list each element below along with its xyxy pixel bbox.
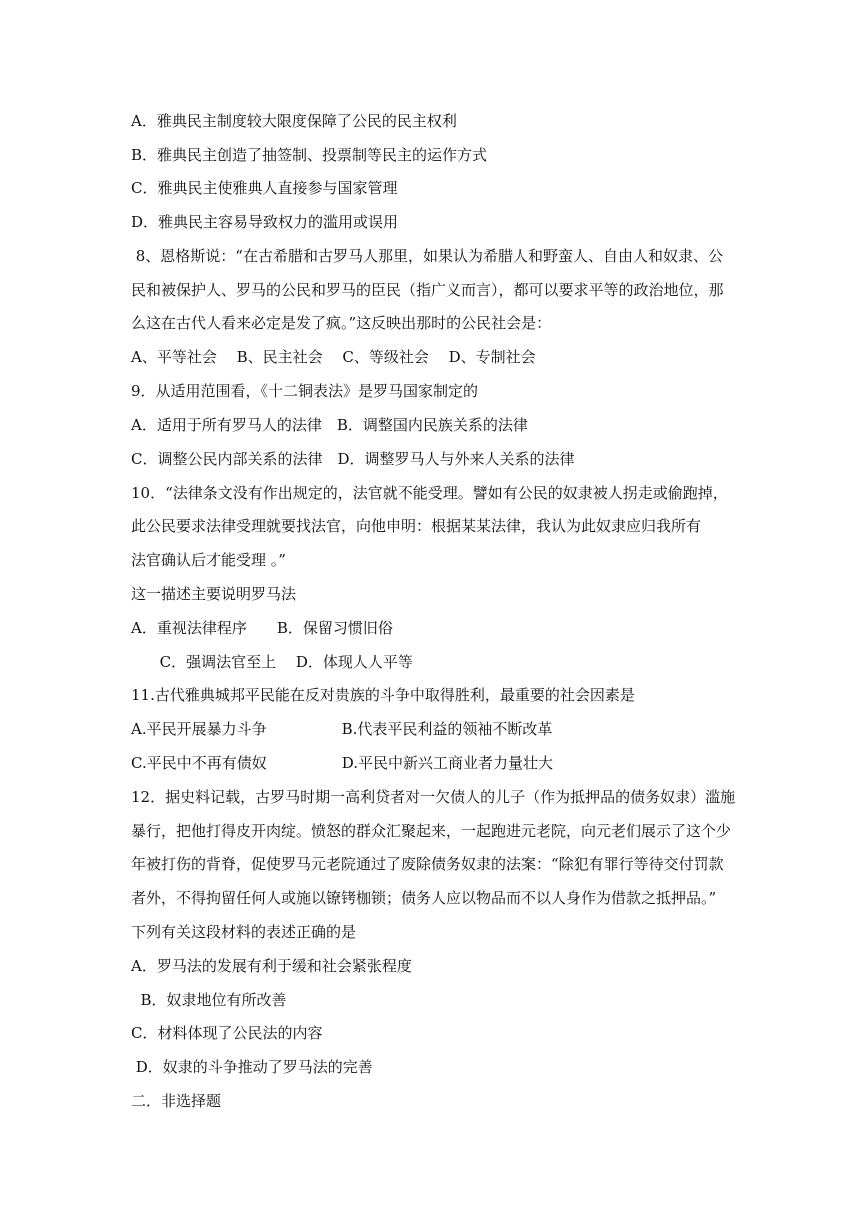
section-heading: 二．非选择题 <box>131 1092 222 1110</box>
q11-options-line-1: A.平民开展暴力斗争 B.代表平民利益的领袖不断改革 <box>131 720 553 738</box>
q12-stem-line-3: 年被打伤的背脊，促使罗马元老院通过了废除债务奴隶的法案：“除犯有罪行等待交付罚款 <box>131 855 724 873</box>
q11-stem: 11.古代雅典城邦平民能在反对贵族的斗争中取得胜利，最重要的社会因素是 <box>131 686 635 704</box>
q12-option-a: A．罗马法的发展有利于缓和社会紧张程度 <box>131 957 412 975</box>
q12-option-c: C．材料体现了公民法的内容 <box>131 1024 323 1042</box>
q10-stem-line-3: 法官确认后才能受理 。” <box>131 551 286 569</box>
q10-stem-line-4: 这一描述主要说明罗马法 <box>131 585 297 603</box>
q7-option-d: D．雅典民主容易导致权力的滥用或误用 <box>131 213 399 231</box>
q12-option-d: D．奴隶的斗争推动了罗马法的完善 <box>131 1058 373 1076</box>
q11-options-line-2: C.平民中不再有债奴 D.平民中新兴工商业者力量壮大 <box>131 754 553 772</box>
q10-options-line-2: C．强调法官至上 D．体现人人平等 <box>131 653 413 671</box>
q7-option-c: C．雅典民主使雅典人直接参与国家管理 <box>131 179 398 197</box>
q12-option-b: B．奴隶地位有所改善 <box>131 991 287 1009</box>
q9-options-line-1: A．适用于所有罗马人的法律 B．调整国内民族关系的法律 <box>131 416 528 434</box>
q8-stem-line-1: 8、恩格斯说：“在古希腊和古罗马人那里，如果认为希腊人和野蛮人、自由人和奴隶、公 <box>131 247 723 265</box>
q10-stem-line-1: 10．“法律条文没有作出规定的，法官就不能受理。譬如有公民的奴隶被人拐走或偷跑掉， <box>131 484 728 502</box>
q8-options: A、平等社会 B、民主社会 C、等级社会 D、专制社会 <box>131 348 536 366</box>
q12-stem-line-5: 下列有关这段材料的表述正确的是 <box>131 923 357 941</box>
q7-option-b: B．雅典民主创造了抽签制、投票制等民主的运作方式 <box>131 146 488 164</box>
q12-stem-line-4: 者外，不得拘留任何人或施以镣铐枷锁；债务人应以物品而不以人身作为借款之抵押品。” <box>131 889 717 907</box>
q7-option-a: A．雅典民主制度较大限度保障了公民的民主权利 <box>131 112 457 130</box>
q10-options-line-1: A．重视法律程序 B．保留习惯旧俗 <box>131 619 393 637</box>
q9-stem: 9．从适用范围看，《十二铜表法》是罗马国家制定的 <box>131 382 479 400</box>
q12-stem-line-1: 12．据史料记载，古罗马时期一高利贷者对一欠债人的儿子（作为抵押品的债务奴隶）滥施 <box>131 788 736 806</box>
q10-stem-line-2: 此公民要求法律受理就要找法官，向他申明：根据某某法律，我认为此奴隶应归我所有 <box>131 517 702 535</box>
q12-stem-line-2: 暴行，把他打得皮开肉绽。愤怒的群众汇聚起来，一起跑进元老院，向元老们展示了这个少 <box>131 822 732 840</box>
q8-stem-line-2: 民和被保护人、罗马的公民和罗马的臣民（指广义而言），都可以要求平等的政治地位，那 <box>131 281 724 299</box>
q9-options-line-2: C．调整公民内部关系的法律 D．调整罗马人与外来人关系的法律 <box>131 450 575 468</box>
q8-stem-line-3: 么这在古代人看来必定是发了疯。”这反映出那时的公民社会是： <box>131 314 552 332</box>
